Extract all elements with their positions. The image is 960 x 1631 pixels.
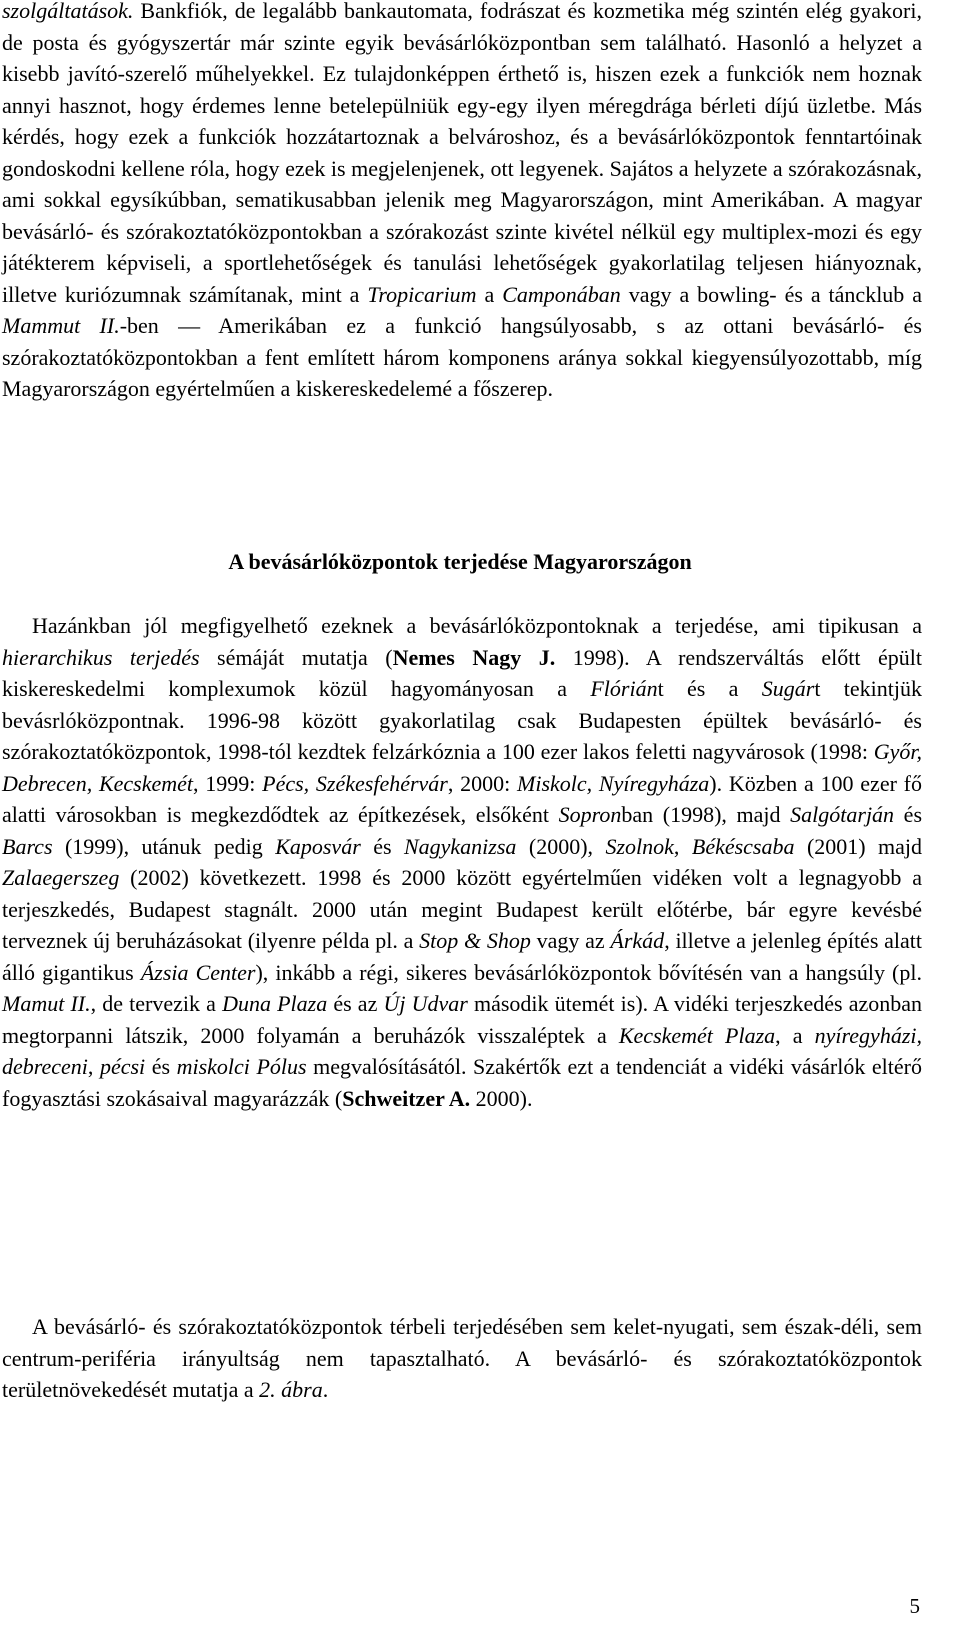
text-run: , illetve a jelenleg építés alatt álló gigantikus xyxy=(2,928,923,985)
text-run: és xyxy=(360,833,404,859)
italic-text: Pécs, Székesfehérvár xyxy=(262,770,448,796)
italic-text: Szolnok xyxy=(605,833,674,859)
text-run: ban (1998), majd xyxy=(621,802,791,827)
paragraph-spatial-spread xyxy=(2,1311,922,1406)
text-run: vagy az xyxy=(530,928,611,953)
text-run: , 2000: xyxy=(447,770,517,796)
italic-text: Békéscsaba xyxy=(691,833,795,859)
section-heading: A bevásárlóközpontok terjedése Magyarországon xyxy=(228,549,692,574)
italic-text: Miskolc, Nyíregyháza xyxy=(517,770,710,796)
text-run: és az xyxy=(327,991,384,1016)
italic-text: nyíregyházi, debreceni xyxy=(2,1022,922,1079)
text-run: Bankfiók, de legalább bankautomata, fodrászat és kozmetika még szintén elég gyakori, de posta és gyógyszertár már szinte egyik bevásárlóközpontban sem található. Hasonló a helyzet a kisebb javító-szerelő műhelyekkel. Ez tulajdonképpen érthető is, hiszen ezek a funkciók nem hoznak annyi hasznot, hogy érdemes lenne betelepülniük egy-egy ilyen méregdrága bérleti díjú üzletbe. Más kérdés, hogy ezek a funkciók hozzátartoznak a belvároshoz, és a bevásárlóközpontok fenntartóinak gondoskodni kellene róla, hogy ezek is megjelenjenek, ott legyenek. Sajátos a helyzete a szórakozásnak, ami sokkal egysíkúbban, sematikusabban jelenik meg Magyarországon, mint Amerikában. A magyar bevásárló- és szórakoztatóközpontokban a szórakozást szinte kivétel nélkül egy multiplex-mozi és egy játékterem képviseli, a sportlehetőségek és tanulási lehetőségek gyakorlatilag teljesen hiányoznak, illetve kuriózumnak számítanak, mint a xyxy=(2,0,922,307)
text-run: 1998). A rendszerváltás előtt épült kiskereskedelmi komplexumok közül hagyományosan a xyxy=(2,644,923,701)
italic-text: Mammut II. xyxy=(2,313,120,338)
text-run: , xyxy=(673,833,692,859)
text-run: második ütemét is). A vidéki terjeszkedés azonban megtorpanni látszik, 2000 folyamán a beruházók visszaléptek a xyxy=(2,991,922,1048)
italic-text: Barcs xyxy=(2,833,53,859)
text-run: és xyxy=(894,802,923,827)
italic-text: pécsi xyxy=(99,1054,146,1079)
italic-text: Új Udvar xyxy=(383,991,468,1016)
text-run: , xyxy=(87,1054,100,1079)
text-run: sémáját mutatja ( xyxy=(199,644,393,670)
text-run: . xyxy=(322,1377,329,1402)
text-run: A bevásárló- és szórakoztatóközpontok térbeli terjedésében sem kelet-nyugati, sem észak-déli, sem centrum-periféria irányultság nem tapasztalható. A bevásárló- és szórakoztatóközpontok területnövekedését mutatja a xyxy=(2,1314,922,1402)
italic-text: Kecskemét Plaza xyxy=(618,1022,776,1048)
italic-text: Ázsia Center xyxy=(140,959,256,985)
figure-reference: 2. ábra xyxy=(259,1377,323,1402)
italic-text: Sopron xyxy=(558,802,622,827)
italic-text: Árkád xyxy=(610,928,665,953)
paragraph-spread xyxy=(2,610,922,1114)
text-run: Hazánkban jól megfigyelhető ezeknek a bevásárlóközpontoknak a terjedése, ami tipikusan a xyxy=(32,613,922,638)
citation-author: Nemes Nagy J. xyxy=(392,644,556,670)
text-run: (2001) majd xyxy=(794,833,923,859)
paragraph-services xyxy=(2,0,922,405)
text-run: ), inkább a régi, sikeres bevásárlóközpontok bővítésén van a hangsúly (pl. xyxy=(255,959,922,985)
italic-text: Stop & Shop xyxy=(419,928,531,953)
text-run: t és a xyxy=(657,676,762,701)
italic-text: Duna Plaza xyxy=(222,991,328,1016)
citation-author: Schweitzer A. xyxy=(342,1085,471,1111)
italic-text: miskolci Pólus xyxy=(176,1054,307,1079)
text-run: -ben — Amerikában ez a funkció hangsúlyosabb, s az ottani bevásárló- és szórakoztatóközpontokban a fent említett három komponens aránya sokkal kiegyensúlyozottabb, míg Magyarországon egyértelműen a kiskereskedelemé a főszerep. xyxy=(2,313,922,401)
page-number: 5 xyxy=(909,1594,920,1618)
italic-text: Győr, Debrecen, Kecskemét xyxy=(2,739,922,796)
text-run: (2002) következett. 1998 és 2000 között egyértelműen vidéken volt a legnagyobb a terjeszkedés, Budapest stagnált. 2000 után megint Budapest került előtérbe, bár egyre kevésbé terveznek új beruházásokat (ilyenre példa pl. a xyxy=(2,865,922,953)
italic-text: Mamut II. xyxy=(2,991,91,1016)
italic-text: Kaposvár xyxy=(275,833,361,859)
text-run: , de tervezik a xyxy=(90,991,223,1016)
italic-text: Salgótarján xyxy=(790,802,895,827)
italic-text: Tropicarium xyxy=(367,281,477,307)
text-run: vagy a bowling- és a táncklub a xyxy=(620,281,923,307)
text-run: megvalósításától. Szakértők ezt a tendenciát a vidéki vásárlók eltérő fogyasztási szokásaival magyarázzák ( xyxy=(2,1054,922,1111)
text-run: 2000). xyxy=(470,1085,533,1111)
italic-text: Sugár xyxy=(761,676,815,701)
text-run: , 1999: xyxy=(193,770,263,796)
text-run: t tekintjük bevásrlóközpontnak. 1996-98 között gyakorlatilag csak Budapesten épültek bevásárló- és szórakoztatóközpontok, 1998-tól kezdtek felzárkóznia a 100 ezer lakos feletti nagyvárosok (1998: xyxy=(2,676,923,764)
text-run: (2000), xyxy=(516,833,606,859)
text-run: ). Közben a 100 ezer fő alatti városokban is megkezdődtek az építkezések, elsőként xyxy=(2,770,922,827)
text-run: , a xyxy=(775,1022,815,1048)
italic-text: hierarchikus terjedés xyxy=(2,644,200,670)
text-run: (1999), utánuk pedig xyxy=(52,833,276,859)
italic-text: szolgáltatások. xyxy=(2,0,134,23)
italic-text: Zalaegerszeg xyxy=(2,865,120,890)
text-run: a xyxy=(476,281,503,307)
italic-text: Flórián xyxy=(590,676,658,701)
italic-text: Camponában xyxy=(502,281,621,307)
italic-text: Nagykanizsa xyxy=(403,833,517,859)
text-run: és xyxy=(145,1054,177,1079)
